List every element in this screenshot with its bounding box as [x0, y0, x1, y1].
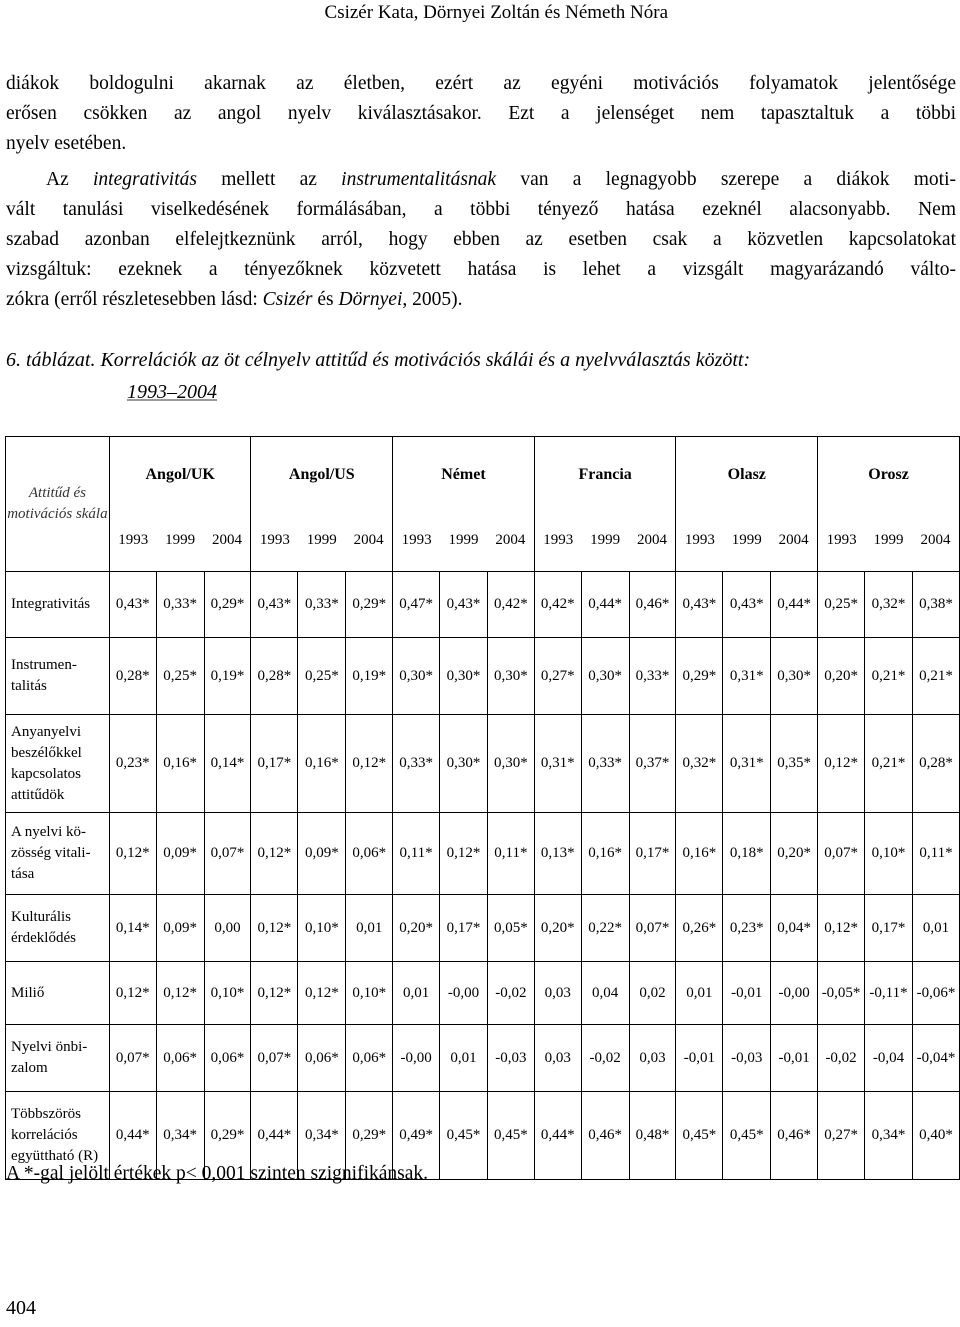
correlation-cell: 0,20* [771, 813, 818, 895]
correlation-cell: 0,07* [204, 813, 251, 895]
language-name: Olasz [727, 465, 766, 483]
correlation-cell: 0,07* [251, 1025, 298, 1092]
correlation-cell: -0,03 [487, 1025, 534, 1092]
correlation-cell: 0,01 [440, 1025, 488, 1092]
table-header-row [6, 437, 960, 572]
correlation-cell: 0,12* [818, 895, 865, 962]
correlation-cell: 0,18* [723, 813, 771, 895]
correlation-cell: 0,28* [251, 638, 298, 715]
correlation-cell: 0,20* [534, 895, 581, 962]
correlation-cell: 0,46* [629, 572, 676, 638]
correlation-cell: 0,34* [865, 1092, 913, 1180]
correlation-cell: 0,16* [156, 715, 204, 813]
correlation-cell: 0,00 [204, 895, 251, 962]
correlation-cell: 0,10* [204, 962, 251, 1025]
year-label: 2004 [636, 531, 667, 548]
correlation-cell: -0,02 [581, 1025, 629, 1092]
text-line: vizsgáltuk: ezeknek a tényezőknek közvetett hatása is lehet a vizsgált magyarázandó válto- [6, 259, 956, 280]
text-line: szabad azonban elfelejtkeznünk arról, hogy ebben az esetben csak a közvetlen kapcsolatokat [6, 229, 956, 250]
year-label: 1999 [165, 531, 196, 548]
correlation-cell: 0,03 [534, 1025, 581, 1092]
correlation-cell: 0,30* [771, 638, 818, 715]
correlation-cell: 0,47* [393, 572, 440, 638]
row-label: Anyanyelvi beszélőkkel kapcsolatos attitűdök [6, 715, 110, 813]
correlation-table [5, 436, 960, 1180]
correlation-cell: 0,12* [109, 813, 156, 895]
correlation-cell: 0,10* [298, 895, 346, 962]
correlation-cell: 0,45* [723, 1092, 771, 1180]
row-label: Miliő [6, 962, 110, 1025]
correlation-cell: 0,33* [156, 572, 204, 638]
correlation-cell: 0,16* [298, 715, 346, 813]
correlation-cell: 0,07* [629, 895, 676, 962]
correlation-cell: 0,06* [346, 1025, 393, 1092]
table-row [6, 895, 960, 962]
correlation-cell: 0,12* [346, 715, 393, 813]
correlation-cell: 0,20* [393, 895, 440, 962]
correlation-cell: 0,10* [865, 813, 913, 895]
correlation-cell: 0,12* [251, 813, 298, 895]
text-line: vált tanulási viselkedésének formálásában, a többi tényező hatása ezeknél alacsonyabb. Nem [6, 199, 956, 220]
correlation-cell: 0,43* [676, 572, 723, 638]
correlation-cell: 0,34* [156, 1092, 204, 1180]
row-label: Integrativitás [6, 572, 110, 638]
year-label: 1999 [448, 531, 479, 548]
year-label: 2004 [495, 531, 526, 548]
correlation-cell: -0,06* [912, 962, 959, 1025]
year-label: 1999 [873, 531, 904, 548]
correlation-cell: 0,37* [629, 715, 676, 813]
correlation-cell: -0,03 [723, 1025, 771, 1092]
language-name: Francia [578, 465, 632, 483]
correlation-cell: 0,44* [581, 572, 629, 638]
paragraph-2 [6, 165, 956, 315]
correlation-cell: 0,06* [346, 813, 393, 895]
correlation-cell: 0,43* [109, 572, 156, 638]
correlation-cell: -0,01 [676, 1025, 723, 1092]
correlation-cell: 0,30* [440, 638, 488, 715]
correlation-cell: 0,45* [487, 1092, 534, 1180]
correlation-cell: 0,33* [581, 715, 629, 813]
correlation-cell: 0,12* [251, 962, 298, 1025]
year-label: 1999 [306, 531, 337, 548]
correlation-cell: 0,29* [676, 638, 723, 715]
correlation-cell: 0,09* [156, 813, 204, 895]
correlation-cell: 0,25* [818, 572, 865, 638]
table-row [6, 638, 960, 715]
correlation-cell: 0,34* [298, 1092, 346, 1180]
correlation-cell: -0,01 [771, 1025, 818, 1092]
year-label: 1993 [826, 531, 857, 548]
correlation-cell: 0,28* [109, 638, 156, 715]
correlation-cell: 0,21* [865, 715, 913, 813]
correlation-cell: 0,22* [581, 895, 629, 962]
correlation-cell: 0,06* [298, 1025, 346, 1092]
correlation-cell: 0,01 [912, 895, 959, 962]
correlation-cell: -0,11* [865, 962, 913, 1025]
table-years: 1993–2004 [127, 381, 217, 403]
year-label: 2004 [778, 531, 809, 548]
correlation-cell: 0,19* [346, 638, 393, 715]
correlation-cell: 0,04* [771, 895, 818, 962]
table-row [6, 1025, 960, 1092]
year-label: 1993 [684, 531, 715, 548]
language-group-header [109, 437, 251, 572]
correlation-cell: 0,12* [440, 813, 488, 895]
correlation-cell: -0,00 [393, 1025, 440, 1092]
correlation-cell: 0,44* [109, 1092, 156, 1180]
correlation-cell: 0,23* [109, 715, 156, 813]
correlation-cell: 0,31* [534, 715, 581, 813]
correlation-cell: 0,30* [440, 715, 488, 813]
correlation-cell: -0,02 [818, 1025, 865, 1092]
correlation-cell: 0,30* [487, 715, 534, 813]
paragraph-1 [6, 69, 956, 159]
language-group-header [676, 437, 818, 572]
table-title: Korrelációk az öt célnyelv attitűd és motivációs skálái és a nyelvválasztás között: [100, 349, 751, 371]
correlation-cell: 0,07* [818, 813, 865, 895]
year-label: 1999 [590, 531, 621, 548]
correlation-cell: 0,11* [912, 813, 959, 895]
correlation-cell: 0,20* [818, 638, 865, 715]
year-label: 2004 [920, 531, 951, 548]
text-line: nyelv esetében. [6, 133, 127, 154]
correlation-cell: 0,32* [676, 715, 723, 813]
correlation-cell: 0,29* [204, 572, 251, 638]
year-label: 1993 [118, 531, 149, 548]
correlation-cell: 0,42* [487, 572, 534, 638]
correlation-cell: 0,25* [298, 638, 346, 715]
year-label: 1999 [731, 531, 762, 548]
correlation-cell: -0,04 [865, 1025, 913, 1092]
correlation-cell: -0,02 [487, 962, 534, 1025]
correlation-cell: 0,29* [346, 1092, 393, 1180]
correlation-cell: 0,11* [487, 813, 534, 895]
correlation-cell: 0,43* [723, 572, 771, 638]
correlation-cell: 0,03 [534, 962, 581, 1025]
correlation-cell: 0,03 [629, 1025, 676, 1092]
text-line: erősen csökken az angol nyelv kiválasztásakor. Ezt a jelenséget nem tapasztaltuk a többi [6, 103, 956, 124]
year-label: 2004 [212, 531, 243, 548]
row-label: A nyelvi kö-zösség vitali-tása [6, 813, 110, 895]
correlation-cell: 0,13* [534, 813, 581, 895]
correlation-cell: 0,27* [818, 1092, 865, 1180]
correlation-cell: 0,17* [865, 895, 913, 962]
language-name: Német [441, 465, 486, 483]
table-row [6, 715, 960, 813]
table-number: 6. táblázat. [6, 349, 96, 371]
correlation-cell: 0,35* [771, 715, 818, 813]
year-label: 1993 [401, 531, 432, 548]
correlation-cell: -0,00 [440, 962, 488, 1025]
language-group-header [393, 437, 535, 572]
correlation-cell: 0,49* [393, 1092, 440, 1180]
correlation-cell: 0,45* [676, 1092, 723, 1180]
correlation-cell: 0,17* [251, 715, 298, 813]
correlation-cell: 0,44* [251, 1092, 298, 1180]
language-name: Orosz [868, 465, 909, 483]
correlation-cell: 0,44* [534, 1092, 581, 1180]
table-caption [6, 344, 960, 408]
correlation-cell: 0,43* [440, 572, 488, 638]
correlation-cell: 0,32* [865, 572, 913, 638]
row-label: Többszörös korrelációs együttható (R) [6, 1092, 110, 1180]
correlation-cell: 0,21* [912, 638, 959, 715]
correlation-cell: 0,12* [156, 962, 204, 1025]
year-label: 1993 [543, 531, 574, 548]
footnote: A *-gal jelölt értékek p< 0,001 szinten szignifikánsak. [6, 1163, 429, 1184]
scale-header: Attitűd és motivációs skála [6, 437, 110, 572]
correlation-cell: 0,17* [629, 813, 676, 895]
correlation-cell: 0,30* [487, 638, 534, 715]
correlation-cell: 0,40* [912, 1092, 959, 1180]
correlation-cell: 0,46* [771, 1092, 818, 1180]
correlation-cell: 0,06* [156, 1025, 204, 1092]
correlation-cell: 0,06* [204, 1025, 251, 1092]
correlation-cell: 0,43* [251, 572, 298, 638]
correlation-cell: 0,33* [298, 572, 346, 638]
correlation-cell: 0,29* [204, 1092, 251, 1180]
correlation-cell: 0,26* [676, 895, 723, 962]
correlation-cell: 0,09* [298, 813, 346, 895]
correlation-cell: -0,05* [818, 962, 865, 1025]
correlation-cell: 0,01 [346, 895, 393, 962]
text-line: diákok boldogulni akarnak az életben, ezért az egyéni motivációs folyamatok jelentősége [6, 73, 956, 94]
language-name: Angol/US [288, 465, 355, 483]
correlation-cell: 0,12* [251, 895, 298, 962]
row-label: Nyelvi önbi-zalom [6, 1025, 110, 1092]
running-header: Csizér Kata, Dörnyei Zoltán és Németh Nóra [324, 2, 668, 23]
correlation-cell: 0,02 [629, 962, 676, 1025]
correlation-cell: 0,19* [204, 638, 251, 715]
correlation-cell: 0,23* [723, 895, 771, 962]
correlation-cell: 0,14* [204, 715, 251, 813]
correlation-cell: 0,46* [581, 1092, 629, 1180]
correlation-cell: 0,33* [629, 638, 676, 715]
language-group-header [534, 437, 676, 572]
language-name: Angol/UK [145, 465, 215, 483]
correlation-cell: 0,30* [581, 638, 629, 715]
table-row [6, 572, 960, 638]
correlation-cell: 0,21* [865, 638, 913, 715]
correlation-cell: 0,07* [109, 1025, 156, 1092]
correlation-cell: 0,12* [109, 962, 156, 1025]
correlation-cell: 0,12* [298, 962, 346, 1025]
row-label: Instrumen-talitás [6, 638, 110, 715]
text-line: Az integrativitás mellett az instrumentalitásnak van a legnagyobb szerepe a diákok moti- [46, 169, 956, 190]
language-group-header [818, 437, 960, 572]
correlation-cell: 0,04 [581, 962, 629, 1025]
page-number: 404 [6, 1297, 36, 1319]
correlation-cell: 0,16* [676, 813, 723, 895]
year-label: 1993 [259, 531, 290, 548]
correlation-cell: 0,29* [346, 572, 393, 638]
correlation-cell: 0,44* [771, 572, 818, 638]
correlation-cell: 0,16* [581, 813, 629, 895]
correlation-cell: -0,00 [771, 962, 818, 1025]
correlation-cell: 0,17* [440, 895, 488, 962]
row-label: Kulturális érdeklődés [6, 895, 110, 962]
language-group-header [251, 437, 393, 572]
correlation-cell: 0,25* [156, 638, 204, 715]
correlation-cell: 0,12* [818, 715, 865, 813]
correlation-cell: 0,38* [912, 572, 959, 638]
correlation-cell: 0,33* [393, 715, 440, 813]
correlation-cell: 0,14* [109, 895, 156, 962]
correlation-cell: 0,10* [346, 962, 393, 1025]
correlation-cell: 0,11* [393, 813, 440, 895]
correlation-cell: 0,05* [487, 895, 534, 962]
table-row [6, 813, 960, 895]
correlation-cell: 0,45* [440, 1092, 488, 1180]
correlation-cell: 0,48* [629, 1092, 676, 1180]
correlation-cell: 0,30* [393, 638, 440, 715]
correlation-cell: 0,42* [534, 572, 581, 638]
correlation-cell: 0,28* [912, 715, 959, 813]
text-line: zókra (erről részletesebben lásd: Csizér és Dörnyei, 2005). [6, 289, 463, 310]
correlation-cell: 0,01 [393, 962, 440, 1025]
correlation-cell: 0,01 [676, 962, 723, 1025]
table-row [6, 962, 960, 1025]
correlation-cell: 0,09* [156, 895, 204, 962]
correlation-cell: -0,04* [912, 1025, 959, 1092]
correlation-cell: -0,01 [723, 962, 771, 1025]
year-label: 2004 [353, 531, 384, 548]
correlation-cell: 0,27* [534, 638, 581, 715]
correlation-cell: 0,31* [723, 715, 771, 813]
correlation-cell: 0,31* [723, 638, 771, 715]
